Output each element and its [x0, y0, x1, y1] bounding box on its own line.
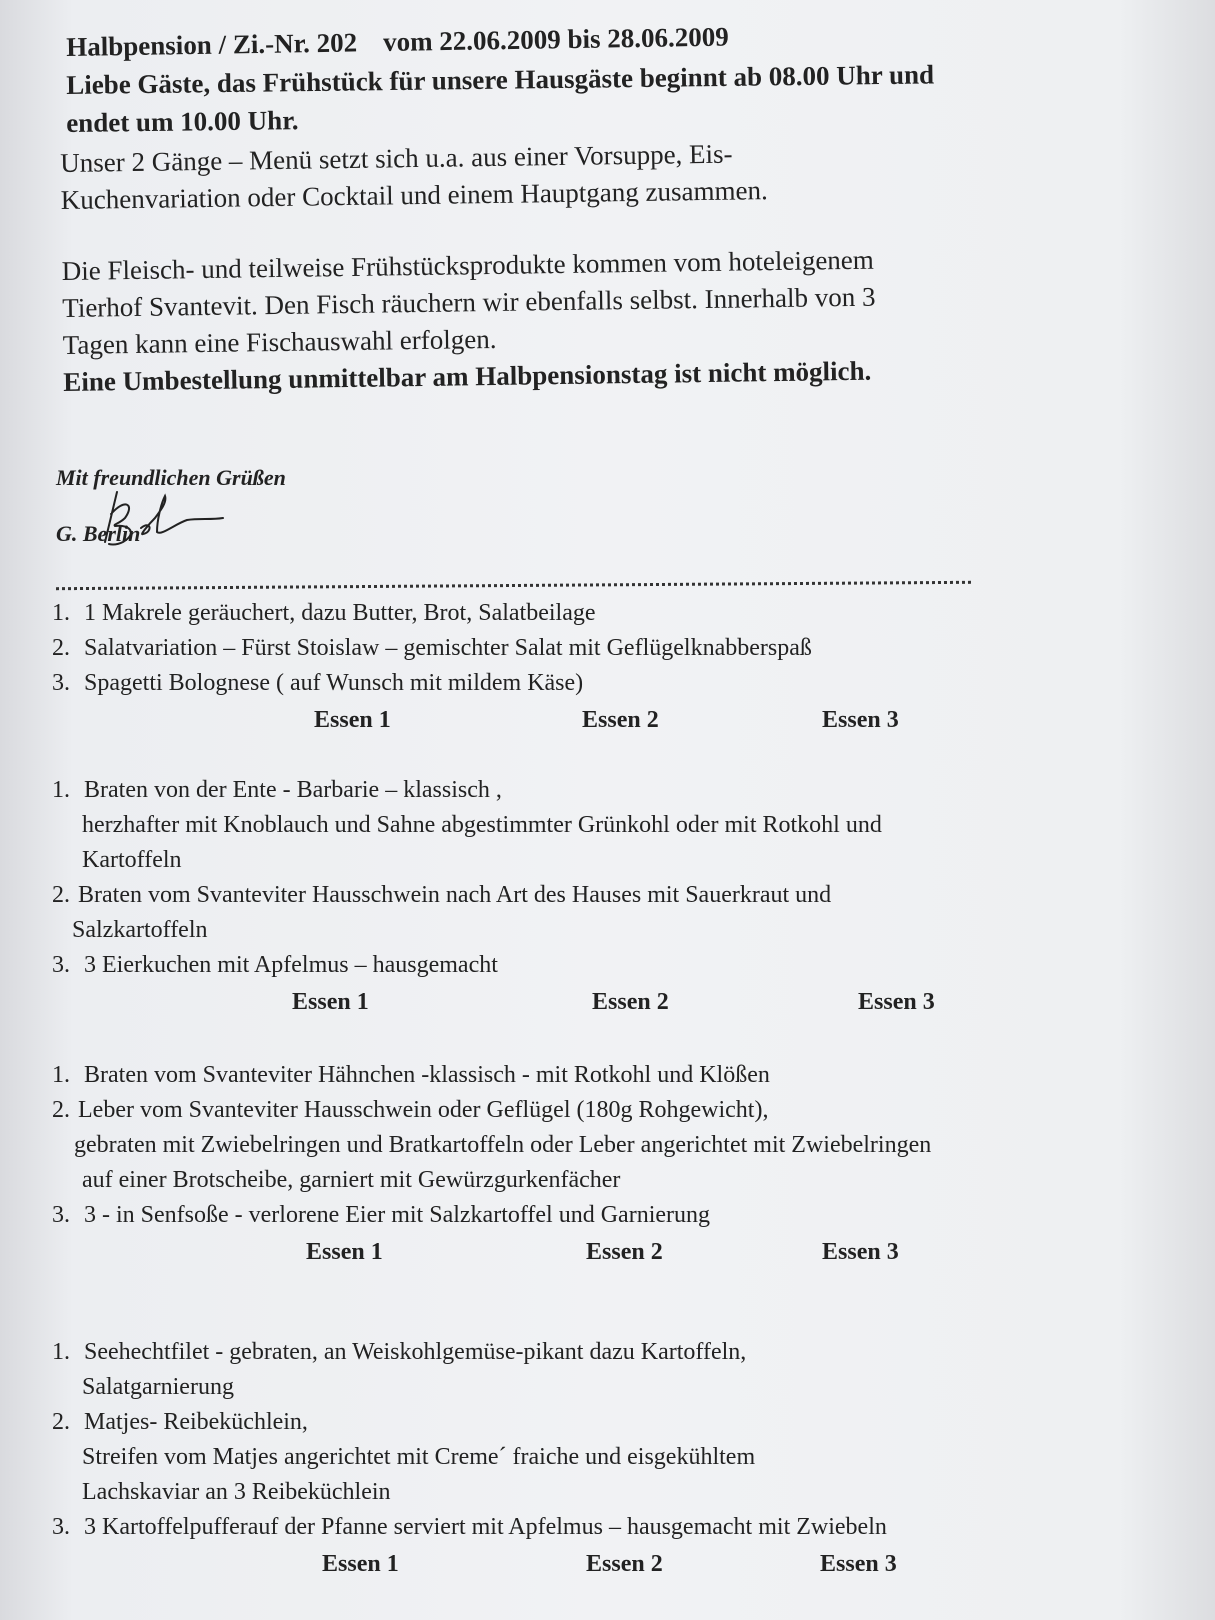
- essen-choice-row: [52, 701, 1172, 739]
- essen-choice-row: [52, 983, 1172, 1021]
- essen-option-3[interactable]: Essen 3: [858, 989, 935, 1015]
- separator-line: [56, 581, 971, 590]
- essen-option-3[interactable]: Essen 3: [820, 1551, 897, 1577]
- list-item: [52, 1405, 1172, 1440]
- essen-option-1[interactable]: Essen 1: [306, 1239, 383, 1265]
- list-item: [52, 1510, 1172, 1545]
- dish-text: 1 Makrele geräuchert, dazu Butter, Brot, Salatbeilage: [84, 600, 596, 626]
- list-item: [52, 1093, 1172, 1128]
- dish-detail: Streifen vom Matjes angerichtet mit Creme´ fraiche und eisgekühltem: [82, 1444, 756, 1470]
- breakfast-notice-line2: endet um 10.00 Uhr.: [66, 105, 299, 138]
- list-item: [52, 878, 1172, 913]
- farm-info-line1: Die Fleisch- und teilweise Frühstücksprodukte kommen vom hoteleigenem: [61, 244, 874, 286]
- list-item: [52, 948, 1172, 983]
- farm-info-line3: Tagen kann eine Fischauswahl erfolgen.: [62, 323, 497, 360]
- list-item: [52, 631, 1172, 666]
- dish-text: Matjes- Reibeküchlein,: [84, 1409, 308, 1435]
- essen-option-2[interactable]: Essen 2: [582, 707, 659, 733]
- dish-detail: Kartoffeln: [82, 847, 182, 873]
- dish-text: 3 - in Senfsoße - verlorene Eier mit Salzkartoffel und Garnierung: [84, 1202, 711, 1228]
- list-item: [52, 1058, 1172, 1093]
- menu-block-1: [52, 596, 1172, 739]
- dish-text: Braten vom Svanteviter Hähnchen -klassisch - mit Rotkohl und Klößen: [84, 1062, 770, 1088]
- item-number: 2.: [52, 1409, 70, 1435]
- signer-name: G. Berlin: [56, 521, 141, 546]
- dish-text: Spagetti Bolognese ( auf Wunsch mit mildem Käse): [84, 670, 584, 696]
- dish-detail: herzhafter mit Knoblauch und Sahne abgestimmter Grünkohl oder mit Rotkohl und: [82, 812, 882, 838]
- breakfast-notice-line1: Liebe Gäste, das Frühstück für unsere Hausgäste beginnt ab 08.00 Uhr und: [66, 59, 935, 100]
- dish-detail: Salzkartoffeln: [72, 917, 208, 943]
- list-item: [52, 666, 1172, 701]
- dish-text: Seehechtfilet - gebraten, an Weiskohlgemüse-pikant dazu Kartoffeln,: [84, 1339, 747, 1365]
- item-number: 1.: [52, 777, 70, 803]
- essen-option-2[interactable]: Essen 2: [586, 1239, 663, 1265]
- dish-text: Salatvariation – Fürst Stoislaw – gemischter Salat mit Geflügelknabberspaß: [84, 635, 812, 661]
- menu-block-3: [52, 1058, 1172, 1271]
- essen-option-3[interactable]: Essen 3: [822, 707, 899, 733]
- farm-info-line2: Tierhof Svantevit. Den Fisch räuchern wir ebenfalls selbst. Innerhalb von 3: [62, 281, 876, 323]
- item-number: 2.: [52, 882, 70, 908]
- dish-text: Braten vom Svanteviter Hausschwein nach Art des Hauses mit Sauerkraut und: [78, 882, 832, 908]
- item-number: 3.: [52, 1514, 70, 1540]
- item-number: 1.: [52, 1062, 70, 1088]
- dish-detail: Lachskaviar an 3 Reibeküchlein: [82, 1479, 391, 1505]
- rebooking-notice: Eine Umbestellung unmittelbar am Halbpensionstag ist nicht möglich.: [63, 355, 872, 397]
- item-number: 2.: [52, 1097, 70, 1123]
- menu-block-2: [52, 773, 1172, 1021]
- essen-option-1[interactable]: Essen 1: [322, 1551, 399, 1577]
- item-number: 3.: [52, 1202, 70, 1228]
- greeting: Mit freundlichen Grüßen: [56, 465, 286, 490]
- document-header: [66, 21, 1186, 140]
- room-number: Halbpension / Zi.-Nr. 202: [66, 27, 358, 62]
- essen-choice-row: [52, 1233, 1172, 1271]
- item-number: 3.: [52, 952, 70, 978]
- dish-text: Braten von der Ente - Barbarie – klassisch ,: [84, 777, 502, 803]
- item-number: 2.: [52, 635, 70, 661]
- item-number: 3.: [52, 670, 70, 696]
- dish-text: 3 Kartoffelpufferauf der Pfanne serviert mit Apfelmus – hausgemacht mit Zwiebeln: [84, 1514, 887, 1540]
- essen-option-2[interactable]: Essen 2: [586, 1551, 663, 1577]
- item-number: 1.: [52, 600, 70, 626]
- dish-detail: auf einer Brotscheibe, garniert mit Gewürzgurkenfächer: [82, 1167, 621, 1193]
- item-number: 1.: [52, 1339, 70, 1365]
- essen-option-3[interactable]: Essen 3: [822, 1239, 899, 1265]
- essen-option-1[interactable]: Essen 1: [314, 707, 391, 733]
- list-item: [52, 596, 1172, 631]
- handwritten-signature: [95, 484, 235, 554]
- menu-description-line1: Unser 2 Gänge – Menü setzt sich u.a. aus einer Vorsuppe, Eis-: [60, 138, 733, 178]
- dish-detail: gebraten mit Zwiebelringen und Bratkartoffeln oder Leber angerichtet mit Zwiebelringen: [74, 1132, 932, 1158]
- stay-dates: vom 22.06.2009 bis 28.06.2009: [382, 21, 730, 58]
- menu-description-line2: Kuchenvariation oder Cocktail und einem Hauptgang zusammen.: [60, 175, 768, 215]
- list-item: [52, 1335, 1172, 1370]
- menu-block-4: [52, 1335, 1172, 1583]
- list-item: [52, 773, 1172, 808]
- essen-choice-row: [52, 1545, 1172, 1583]
- dish-text: 3 Eierkuchen mit Apfelmus – hausgemacht: [84, 952, 498, 978]
- list-item: [52, 1198, 1172, 1233]
- essen-option-2[interactable]: Essen 2: [592, 989, 669, 1015]
- dish-detail: Salatgarnierung: [82, 1374, 234, 1400]
- dish-text: Leber vom Svanteviter Hausschwein oder Geflügel (180g Rohgewicht),: [78, 1097, 769, 1123]
- intro-text: [60, 130, 1163, 401]
- essen-option-1[interactable]: Essen 1: [292, 989, 369, 1015]
